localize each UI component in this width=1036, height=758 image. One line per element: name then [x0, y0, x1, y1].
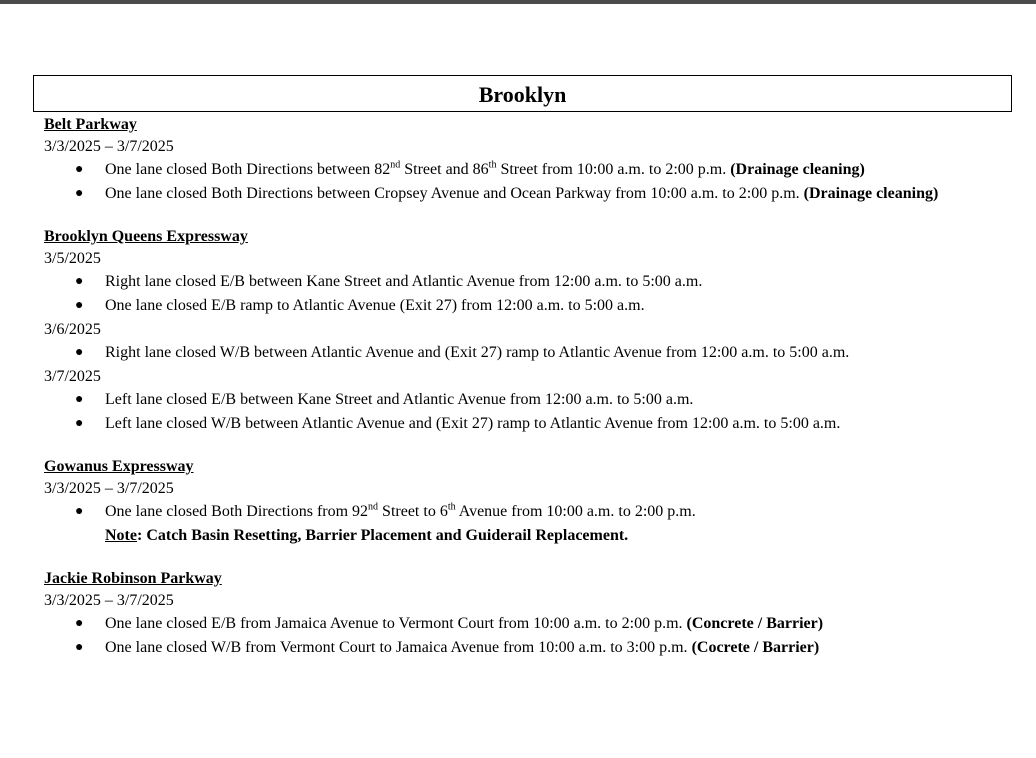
item-text: One lane closed Both Directions from 92 [105, 503, 369, 520]
section-belt-parkway [44, 115, 1013, 206]
road-title: Belt Parkway [44, 116, 137, 133]
closure-list [44, 158, 1013, 206]
note-text: : Catch Basin Resetting, Barrier Placement and Guiderail Replacement. [136, 527, 629, 544]
date-range: 3/3/2025 – 3/7/2025 [44, 138, 174, 155]
borough-title-box [33, 75, 1012, 112]
list-item [44, 182, 1013, 206]
item-text: Left lane closed W/B between Atlantic Avenue and (Exit 27) ramp to Atlantic Avenue from 12:00 a.m. to 5:00 a.m. [105, 415, 841, 432]
ordinal-suffix: th [488, 159, 497, 171]
work-type: (Drainage cleaning) [803, 185, 939, 202]
ordinal-suffix: nd [390, 159, 401, 171]
item-text: Street and 86 [400, 161, 489, 178]
bullet-icon: ● [75, 186, 84, 201]
bullet-icon: ● [75, 345, 84, 360]
bullet-icon: ● [75, 504, 84, 519]
date-range: 3/5/2025 [44, 250, 101, 267]
ordinal-suffix: th [447, 501, 456, 513]
section-brooklyn-queens-expressway [44, 227, 1013, 436]
road-title: Brooklyn Queens Expressway [44, 228, 248, 245]
closure-list [44, 341, 1013, 365]
work-type: (Drainage cleaning) [730, 161, 865, 178]
list-item [44, 158, 1013, 182]
date-range: 3/6/2025 [44, 321, 101, 338]
work-type: (Concrete / Barrier) [686, 615, 824, 632]
document-page [33, 75, 1013, 681]
borough-title: Brooklyn [478, 82, 567, 107]
closure-list [44, 500, 1013, 524]
bullet-icon: ● [75, 392, 84, 407]
item-text: One lane closed Both Directions between Cropsey Avenue and Ocean Parkway from 10:00 a.m. to 2:00 p.m. [105, 185, 804, 202]
item-text: Street to 6 [378, 503, 448, 520]
list-item [44, 412, 1013, 436]
item-text: One lane closed Both Directions between 82 [105, 161, 391, 178]
work-type: (Cocrete / Barrier) [691, 639, 820, 656]
closure-sections [44, 115, 1013, 660]
item-text: Avenue from 10:00 a.m. to 2:00 p.m. [455, 503, 696, 520]
road-title: Jackie Robinson Parkway [44, 570, 222, 587]
bullet-icon: ● [75, 640, 84, 655]
section-gowanus-expressway [44, 457, 1013, 548]
item-text: Street from 10:00 a.m. to 2:00 p.m. [496, 161, 731, 178]
item-text: Right lane closed W/B between Atlantic Avenue and (Exit 27) ramp to Atlantic Avenue from 12:00 a.m. to 5:00 a.m. [105, 344, 850, 361]
list-item [44, 341, 1013, 365]
road-title: Gowanus Expressway [44, 458, 194, 475]
note-label: Note [105, 527, 137, 544]
item-text: One lane closed E/B from Jamaica Avenue to Vermont Court from 10:00 a.m. to 2:00 p.m. [105, 615, 687, 632]
date-range: 3/3/2025 – 3/7/2025 [44, 592, 174, 609]
closure-list [44, 612, 1013, 660]
bullet-icon: ● [75, 616, 84, 631]
item-text: Right lane closed E/B between Kane Street and Atlantic Avenue from 12:00 a.m. to 5:00 a.m. [105, 273, 703, 290]
closure-list [44, 270, 1013, 318]
date-range: 3/7/2025 [44, 368, 101, 385]
date-range: 3/3/2025 – 3/7/2025 [44, 480, 174, 497]
list-item [44, 636, 1013, 660]
bullet-icon: ● [75, 274, 84, 289]
list-item [44, 500, 1013, 524]
list-item [44, 294, 1013, 318]
list-item [44, 270, 1013, 294]
bullet-icon: ● [75, 162, 84, 177]
item-text: Left lane closed E/B between Kane Street and Atlantic Avenue from 12:00 a.m. to 5:00 a.m. [105, 391, 694, 408]
note-line [44, 524, 1013, 548]
bullet-icon: ● [75, 416, 84, 431]
section-jackie-robinson-parkway [44, 569, 1013, 660]
ordinal-suffix: nd [368, 501, 379, 513]
item-text: One lane closed W/B from Vermont Court to Jamaica Avenue from 10:00 a.m. to 3:00 p.m. [105, 639, 692, 656]
item-text: One lane closed E/B ramp to Atlantic Avenue (Exit 27) from 12:00 a.m. to 5:00 a.m. [105, 297, 645, 314]
bullet-icon: ● [75, 298, 84, 313]
closure-list [44, 388, 1013, 436]
list-item [44, 388, 1013, 412]
list-item [44, 612, 1013, 636]
window-top-border [0, 0, 1036, 4]
